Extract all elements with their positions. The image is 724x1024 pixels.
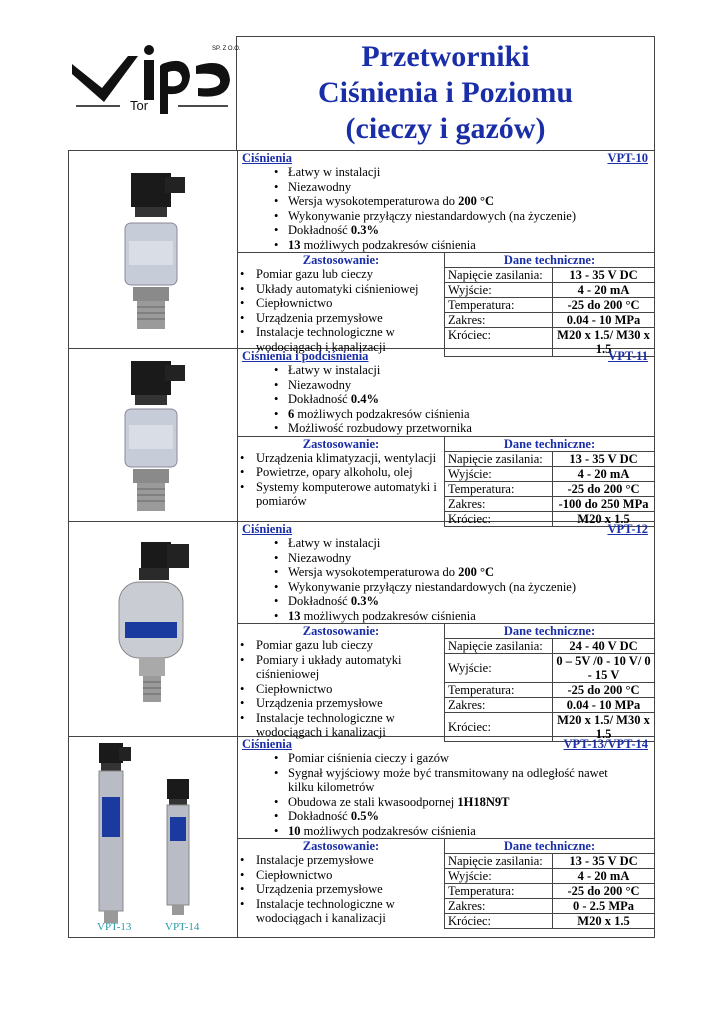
table-row: Zakres: 0 - 2.5 MPa — [445, 899, 654, 914]
list-item: • Niezawodny — [274, 180, 654, 195]
list-item: • Powietrze, opary alkoholu, olej — [238, 465, 444, 480]
technical-data: Dane techniczne: Napięcie zasilania: 13 - 35 V DC Wyjście: 4 - 20 mA Temperatura: -25 do 200 °C Zakres: 0.04 - 10 MPa Króciec: M20 x 1.5/ M30 x 1.5 — [445, 253, 654, 357]
list-item: • Układy automatyki ciśnieniowej — [238, 282, 444, 297]
list-item: • Instalacje przemysłowe — [238, 853, 444, 868]
list-item: • Wersja wysokotemperaturowa do 200 °C — [274, 565, 654, 580]
list-item: • Urządzenia przemysłowe — [238, 882, 444, 897]
table-row: Napięcie zasilania: 24 - 40 V DC — [445, 639, 654, 654]
technical-data: Dane techniczne: Napięcie zasilania: 13 - 35 V DC Wyjście: 4 - 20 mA Temperatura: -25 do 200 °C Zakres: -100 do 250 MPa Króciec: M20 x 1.5 — [445, 437, 654, 527]
list-item: • 10 możliwych podzakresów ciśnienia — [274, 824, 654, 839]
list-item: • Ciepłownictwo — [238, 682, 444, 697]
list-item: • Urządzenia przemysłowe — [238, 696, 444, 711]
table-row: Zakres: 0.04 - 10 MPa — [445, 698, 654, 713]
list-item: • Ciepłownictwo — [238, 868, 444, 883]
feature-list — [238, 165, 654, 252]
list-item: • Instalacje technologiczne w wodociągach i kanalizacji — [238, 325, 444, 354]
applications: Zastosowanie: • Instalacje przemysłowe • Ciepłownictwo • Urządzenia przemysłowe • Instalacje technologiczne w wodociągach i kanalizacji — [238, 839, 445, 929]
list-item: • Pomiary i układy automatyki ciśnieniowej — [238, 653, 444, 682]
technical-data: Dane techniczne: Napięcie zasilania: 24 - 40 V DC Wyjście: 0 – 5V /0 - 10 V/ 0 - 15 V Temperatura: -25 do 200 °C Zakres: 0.04 - 10 MPa Króciec: M20 x 1.5/ M30 x 1.5 — [445, 624, 654, 742]
list-item: • Dokładność 0.5% — [274, 809, 654, 824]
company-logo — [68, 36, 241, 149]
feature-list — [238, 751, 654, 838]
list-item: • Pomiar gazu lub cieczy — [238, 267, 444, 282]
table-row: Wyjście: 0 – 5V /0 - 10 V/ 0 - 15 V — [445, 654, 654, 683]
section-header: Ciśnienia VPT-13/VPT-14 — [242, 737, 648, 751]
table-row: Zakres: 0.04 - 10 MPa — [445, 313, 654, 328]
list-item: • 13 możliwych podzakresów ciśnienia — [274, 238, 654, 253]
image-caption: VPT-13 — [97, 921, 132, 933]
datasheet — [68, 36, 655, 938]
section-header: Ciśnienia VPT-12 — [242, 522, 648, 536]
table-row: Króciec: M20 x 1.5/ M30 x 1.5 — [445, 713, 654, 742]
table-row: Temperatura: -25 do 200 °C — [445, 683, 654, 698]
applications: Zastosowanie: • Pomiar gazu lub cieczy • Układy automatyki ciśnieniowej • Ciepłownictwo • Urządzenia przemysłowe • Instalacje technologiczne w wodociągach i kanalizacji — [238, 253, 445, 357]
list-item: • Wykonywanie przyłączy niestandardowych (na życzenie) — [274, 209, 654, 224]
table-row: Napięcie zasilania: 13 - 35 V DC — [445, 854, 654, 869]
feature-list — [238, 363, 654, 436]
list-item: • 13 możliwych podzakresów ciśnienia — [274, 609, 654, 624]
header — [236, 36, 655, 150]
table-row: Króciec: M20 x 1.5 — [445, 914, 654, 929]
table-row: Napięcie zasilania: 13 - 35 V DC — [445, 451, 654, 466]
technical-data: Dane techniczne: Napięcie zasilania: 13 - 35 V DC Wyjście: 4 - 20 mA Temperatura: -25 do 200 °C Zakres: 0 - 2.5 MPa Króciec: M20 x 1.5 — [445, 839, 654, 929]
list-item: • Sygnał wyjściowy może być transmitowany na odległość nawet kilku kilometrów — [274, 766, 654, 795]
tech-table — [445, 451, 654, 527]
table-row: Wyjście: 4 - 20 mA — [445, 869, 654, 884]
list-item: • Instalacje technologiczne w wodociągach i kanalizacji — [238, 897, 444, 926]
list-item: • Dokładność 0.3% — [274, 223, 654, 238]
product-image — [69, 151, 238, 348]
list-item: • Obudowa ze stali kwasoodpornej 1H18N9T — [274, 795, 654, 810]
list-item: • Instalacje technologiczne w wodociągach i kanalizacji — [238, 711, 444, 740]
list-item: • Ciepłownictwo — [238, 296, 444, 311]
list-item: • Dokładność 0.4% — [274, 392, 654, 407]
product-block-vpt-12 — [68, 522, 655, 741]
applications: Zastosowanie: • Pomiar gazu lub cieczy • Pomiary i układy automatyki ciśnieniowej • Ciepłownictwo • Urządzenia przemysłowe • Instalacje technologiczne w wodociągach i kanalizacji — [238, 624, 445, 742]
product-block-vpt-13-14 — [68, 737, 655, 938]
tech-table — [445, 638, 654, 742]
list-item: • Dokładność 0.3% — [274, 594, 654, 609]
product-image — [69, 737, 238, 937]
table-row: Zakres: -100 do 250 MPa — [445, 496, 654, 511]
table-row: Temperatura: -25 do 200 °C — [445, 884, 654, 899]
list-item: • Możliwość rozbudowy przetwornika — [274, 421, 654, 436]
table-row: Wyjście: 4 - 20 mA — [445, 283, 654, 298]
section-header: Ciśnienia VPT-10 — [242, 151, 648, 165]
list-item: • Systemy komputerowe automatyki i pomiarów — [238, 480, 444, 509]
list-item: • Pomiar gazu lub cieczy — [238, 638, 444, 653]
list-item: • Łatwy w instalacji — [274, 165, 654, 180]
product-image — [69, 522, 238, 736]
section-header: Ciśnienia i podciśnienia VPT-11 — [242, 349, 648, 363]
list-item: • Pomiar ciśnienia cieczy i gazów — [274, 751, 654, 766]
product-image — [69, 349, 238, 521]
table-row: Króciec: M20 x 1.5/ M30 x 1.5 — [445, 328, 654, 357]
svg-text:SP. Z O.O.: SP. Z O.O. — [212, 46, 241, 52]
list-item: • Wersja wysokotemperaturowa do 200 °C — [274, 194, 654, 209]
list-item: • Urządzenia przemysłowe — [238, 311, 444, 326]
table-row: Temperatura: -25 do 200 °C — [445, 481, 654, 496]
table-row: Temperatura: -25 do 200 °C — [445, 298, 654, 313]
list-item: • Niezawodny — [274, 551, 654, 566]
list-item: • 6 możliwych podzakresów ciśnienia — [274, 407, 654, 422]
table-row: Wyjście: 4 - 20 mA — [445, 466, 654, 481]
list-item: • Wykonywanie przyłączy niestandardowych (na życzenie) — [274, 580, 654, 595]
list-item: • Urządzenia klimatyzacji, wentylacji — [238, 451, 444, 466]
feature-list — [238, 536, 654, 623]
list-item: • Łatwy w instalacji — [274, 363, 654, 378]
table-row: Króciec: M20 x 1.5 — [445, 511, 654, 526]
list-item: • Niezawodny — [274, 378, 654, 393]
tech-table — [445, 853, 654, 929]
tech-table — [445, 267, 654, 357]
product-block-vpt-11 — [68, 349, 655, 526]
applications: Zastosowanie: • Urządzenia klimatyzacji, wentylacji • Powietrze, opary alkoholu, olej • Systemy komputerowe automatyki i pomiarów — [238, 437, 445, 527]
svg-text:Tor: Tor — [130, 98, 149, 113]
image-caption: VPT-14 — [165, 921, 200, 933]
page-title: Przetworniki Ciśnienia i Poziomu (cieczy i gazów) — [317, 40, 573, 145]
list-item: • Łatwy w instalacji — [274, 536, 654, 551]
table-row: Napięcie zasilania: 13 - 35 V DC — [445, 268, 654, 283]
